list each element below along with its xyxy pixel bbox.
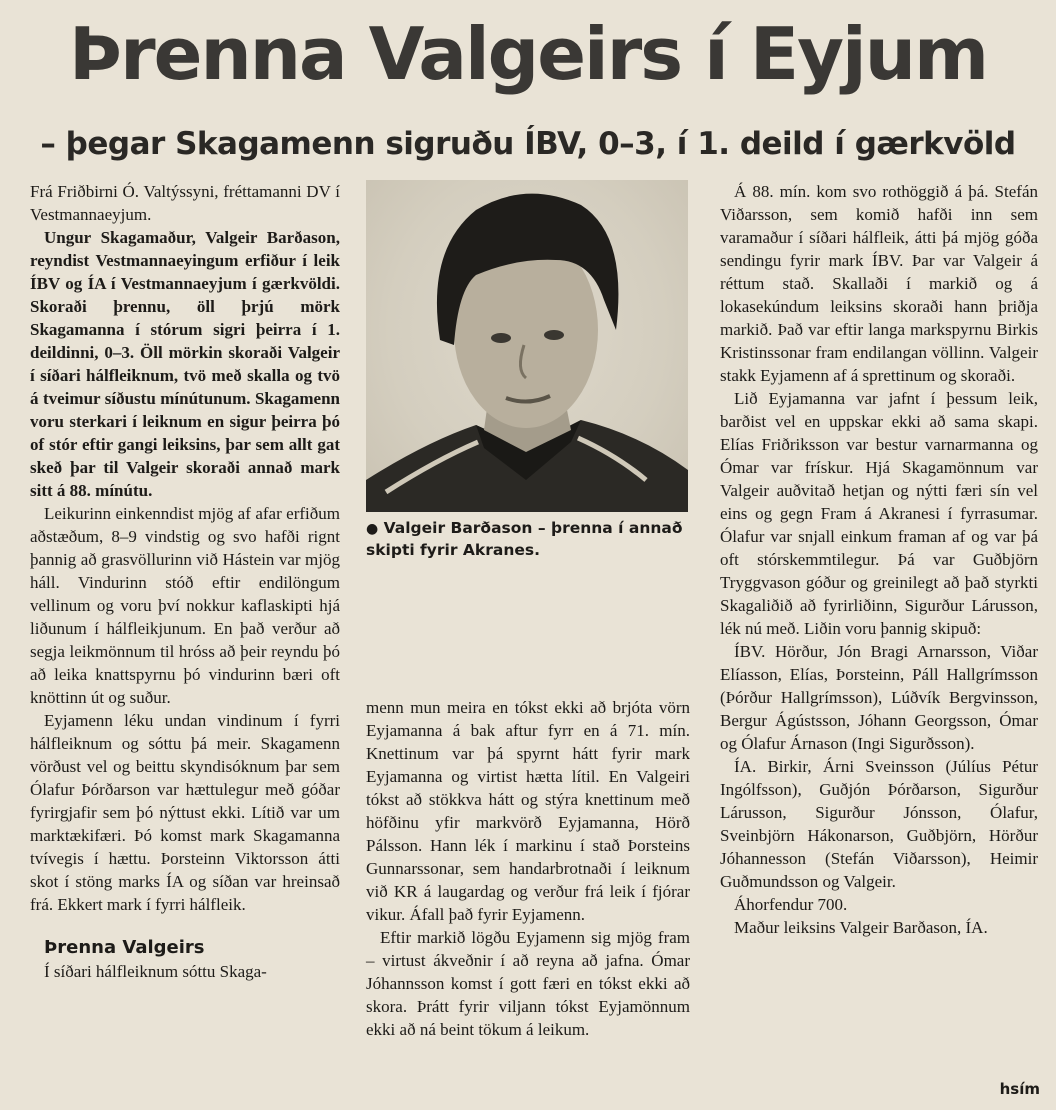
- subheadline: – þegar Skagamenn sigruðu ÍBV, 0–3, í 1. deild í gærkvöld: [40, 126, 1016, 162]
- player-portrait-image: [366, 180, 688, 512]
- column-3: [720, 180, 1038, 939]
- caption-bullet: ●: [366, 521, 379, 537]
- byline: Frá Friðbirni Ó. Valtýssyni, fréttamanni DV í Vestmannaeyjum.: [30, 182, 340, 224]
- player-photo: [366, 180, 688, 512]
- paragraph: Á 88. mín. kom svo rothöggið á þá. Stefán Viðarsson, sem komið hafði inn sem varamaður í síðari hálfleik, átti þá mjög góða sendingu fyrir mark ÍBV. Þar var Valgeir á réttum stað. Skallaði í markið og á lokasekúndum leiksins skoraði hann þriðja markið. Það var eftir langa markspyrnu Birkis Kristinssonar fram endilangan völlinn. Valgeir stakk Eyjamenn af á sprettinum og skoraði.: [720, 182, 1038, 385]
- paragraph: Eyjamenn léku undan vindinum í fyrri hálfleiknum og sóttu þá meir. Skagamenn vörðust vel og beittu skyndisóknum þar sem Ólafur Þórðarson var hættulegur með góðar fyrirgjafir sem þó nýttust ekki. Lítið var um marktækifæri. Þó komst mark Skagamanna tvívegis í hættu. Þorsteinn Viktorsson átti skot í stöng marks ÍA og síðan var hreinsað frá. Ekkert mark í fyrri hálfleik.: [30, 711, 340, 914]
- paragraph: Eftir markið lögðu Eyjamenn sig mjög fram – virtust ákveðnir í að reyna að jafna. Ómar Jóhannsson komst í gott færi en tókst ekki að skora. Þrátt fyrir viljann tókst Eyjamönnum ekki að ná beint tökum á leikum.: [366, 928, 690, 1039]
- caption-text: Valgeir Barðason – þrenna í annað skipti fyrir Akranes.: [366, 519, 683, 559]
- man-of-the-match: Maður leiksins Valgeir Barðason, ÍA.: [734, 918, 988, 937]
- paragraph: menn mun meira en tókst ekki að brjóta vörn Eyjamanna á bak aftur fyrr en á 71. mín. Knettinum var þá spyrnt hátt fyrir mark Eyjamanna og virtist hætta lítil. En Valgeiri tókst að stökkva hátt og stýra knettinum með höfðinu yfir markvörð Eyjamanna, Hörð Pálsson. Hann lék í markinu í stað Þorsteins Gunnarssonar, sem handarbrotnaði í leiknum við KR á laugardag og verður frá leik í fjórar vikur. Áfall það fyrir Eyjamenn.: [366, 698, 690, 924]
- photo-caption: [366, 518, 690, 561]
- lineup-ibv: ÍBV. Hörður, Jón Bragi Arnarsson, Viðar Elíasson, Elías, Þorsteinn, Páll Hallgrímsson (Þórður Hallgrímsson), Lúðvík Bergvinsson, Bergur Ágústsson, Jóhann Georgsson, Ómar og Ólafur Árnason (Ingi Sigurðsson).: [720, 642, 1038, 753]
- paragraph: Leikurinn einkenndist mjög af afar erfiðum aðstæðum, 8–9 vindstig og svo hafði rignt þannig að grasvöllurinn við Hástein var mjög háll. Vindurinn stóð eftir endilöngum vellinum og voru því nokkur kaflaskipti hjá liðunum í hálfleikjunum. En það verður að segja leikmönnum til hróss að þeir reyndu þó að leika knattspyrnu þó vindurinn bæri oft knöttinn út og suður.: [30, 504, 340, 707]
- paragraph: Í síðari hálfleiknum sóttu Skaga-: [44, 962, 267, 981]
- headline: Þrenna Valgeirs í Eyjum: [69, 12, 987, 96]
- crosshead: Þrenna Valgeirs: [44, 937, 205, 958]
- paragraph: Lið Eyjamanna var jafnt í þessum leik, barðist vel en uppskar ekki að sama skapi. Elías Friðriksson var bestur varnarmanna og Ómar var frískur. Hjá Skagamönnum var Valgeir auðvitað hetjan og nýtti færi sín vel eins og gegn Fram á Akranesi í fyrrasumar. Ólafur var snjall einkum framan af og var þá oft stórskemmtilegur. Þá var Guðbjörn Tryggvason góður og greinilegt að það styrkti Skagaliðið að fyrirliðinn, Sigurður Lárusson, lék nú með. Liðin voru þannig skipuð:: [720, 389, 1038, 638]
- column-2: [366, 696, 690, 1041]
- attendance: Áhorfendur 700.: [734, 895, 848, 914]
- column-1: [30, 180, 340, 983]
- author-signature: hsím: [999, 1080, 1040, 1098]
- lineup-ia: ÍA. Birkir, Árni Sveinsson (Júlíus Pétur Ingólfsson), Guðjón Þórðarson, Sigurður Lárusson, Sigurður Jónsson, Ólafur, Sveinbjörn Hákonarson, Guðbjörn, Hörður Jóhannesson (Stefán Viðarsson), Heimir Guðmundsson og Valgeir.: [720, 757, 1038, 891]
- intro-paragraph: Ungur Skagamaður, Valgeir Barðason, reyndist Vestmannaeyingum erfiður í leik ÍBV og ÍA í Vestmannaeyjum í gærkvöldi. Skoraði þrennu, öll þrjú mörk Skagamanna í stórum sigri þeirra í 1. deildinni, 0–3. Öll mörkin skoraði Valgeir í síðari hálfleiknum, tvö með skalla og tvö á tveimur síðustu mínútunum. Skagamenn voru sterkari í leiknum en sigur þeirra þó of stór eftir gangi leiksins, þar sem allt gat skeð þar til Valgeir skoraði annað mark sitt á 88. mínútu.: [30, 228, 340, 500]
